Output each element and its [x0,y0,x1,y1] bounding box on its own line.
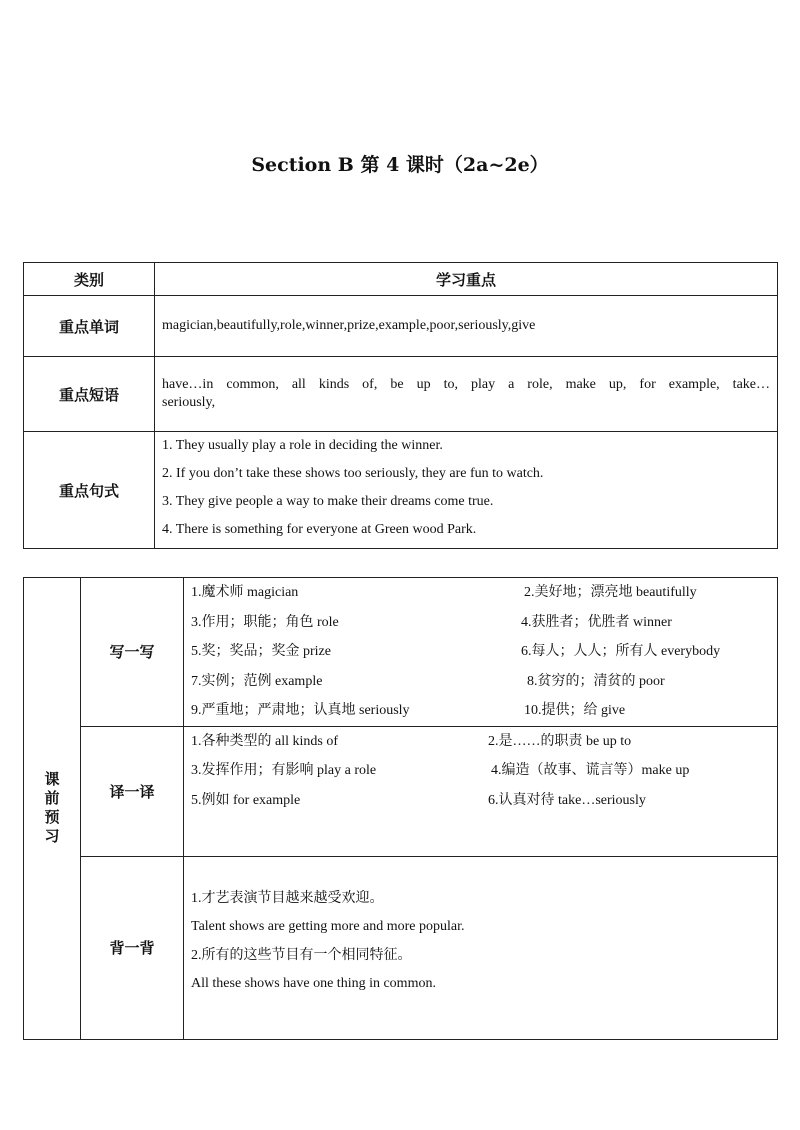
list-item: 3.发挥作用；有影响 play a role 4.编造（故事、谎言等）make up [191,763,690,778]
table-row [24,432,778,549]
key-sentences [155,432,778,549]
sentence-4: 4. There is something for everyone at Green wood Park. [162,522,477,537]
phrases-line-1: have…in common, all kinds of, be up to, play a role, make up, for example, take… [162,377,770,392]
table-row [24,578,778,727]
list-item: 1.各种类型的 all kinds of 2.是……的职责 be up to [191,733,632,749]
list-item: 5.例如 for example 6.认真对待 take…seriously [191,792,646,808]
header-category: 类别 [24,263,155,296]
key-points-table [23,262,778,549]
preview-table [23,577,778,1040]
list-item: 3.作用；职能；角色 role 4.获胜者；优胜者 winner [191,614,672,630]
table-row [24,856,778,1039]
page-title: Section B 第 4 课时（2a~2e） [251,154,549,176]
translate-content [184,726,778,856]
recite-label: 背一背 [81,856,184,1039]
recite-line-1: 1.才艺表演节目越来越受欢迎。 [191,890,384,906]
recite-line-2: Talent shows are getting more and more popular. [191,919,465,934]
recite-line-3: 2.所有的这些节目有一个相同特征。 [191,947,412,963]
words-label: 重点单词 [24,296,155,357]
key-phrases [155,357,778,432]
recite-line-4: All these shows have one thing in common. [191,976,436,991]
list-item: 5.奖；奖品；奖金 prize 6.每人；人人；所有人 everybody [191,644,721,659]
sentence-2: 2. If you don’t take these shows too seriously, they are fun to watch. [162,466,544,481]
list-item: 7.实例；范例 example 8.贫穷的；清贫的 poor [191,673,665,689]
table-row [24,357,778,432]
list-item: 1.魔术师 magician 2.美好地；漂亮地 beautifully [191,585,697,600]
header-focus: 学习重点 [155,263,778,296]
key-words: magician,beautifully,role,winner,prize,example,poor,seriously,give [155,296,778,357]
table-header-row [24,263,778,296]
sentence-1: 1. They usually play a role in deciding the winner. [162,438,443,453]
phrases-line-2: seriously, [162,395,216,410]
recite-content [184,856,778,1039]
sentences-label: 重点句式 [24,432,155,549]
write-label: 写一写 [81,578,184,727]
list-item: 9.严重地；严肃地；认真地 seriously 10.提供；给 give [191,703,626,718]
table-row [24,726,778,856]
sentence-3: 3. They give people a way to make their dreams come true. [162,494,494,509]
write-content [184,578,778,727]
write-grid [184,578,777,726]
preview-label: 课 前 预 习 [24,578,81,1040]
phrases-label: 重点短语 [24,357,155,432]
translate-grid [184,727,777,816]
translate-label: 译一译 [81,726,184,856]
table-row [24,296,778,357]
